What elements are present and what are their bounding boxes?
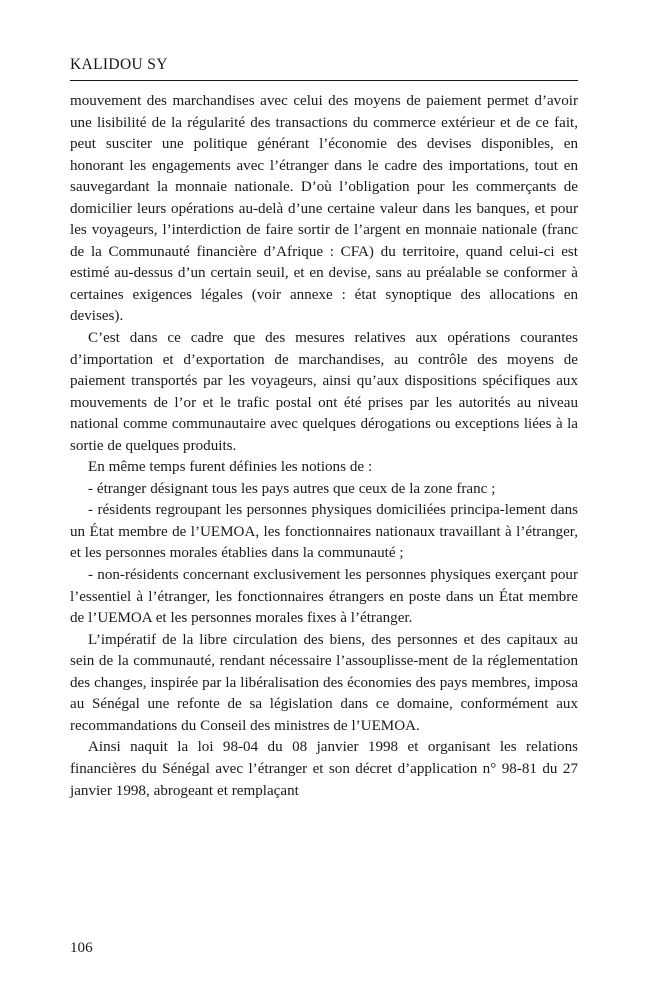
para-en-meme-temps: En même temps furent définies les notions de :: [88, 459, 373, 476]
para-cest-dans-ce-cadre: C’est dans ce cadre que des mesures relatives aux opérations courantes d’importation et d’exportation de marchandises, au contrôle des moyens de paiement transportés par les voyageurs, ainsi qu’aux dispositions spécifiques aux mouvements de l’or et le trafic postal ont été prises par les autorités au niveau national comme communautaire avec quelques dérogations ou exceptions liées à la sortie de quelques produits.: [70, 330, 578, 454]
para-list-residents: - résidents regroupant les personnes physiques domiciliées principa-lement dans un État membre de l’UEMOA, les fonctionnaires nationaux travaillant à l’étranger, et les personnes morales établies dans la communauté ;: [70, 502, 578, 562]
para-continued-mouvement: mouvement des marchandises avec celui des moyens de paiement permet d’avoir une lisibilité de la régularité des transactions du commerce extérieur et de ce fait, peut susciter une politique générant l’économie des devises disponibles, en honorant les engagements avec l’étranger dans le cadre des importations, tout en sauvegardant la monnaie nationale. D’où l’obligation pour les commerçants de domicilier leurs opérations au-delà d’une certaine valeur dans les banques, et pour les voyageurs, l’interdiction de faire sortir de l’argent en monnaie nationale (franc de la Communauté financière d’Afrique : CFA) du territoire, quand celui-ci est estimé au-dessus d’un certain seuil, et en devise, sans au préalable se conformer à certaines exigences légales (voir annexe : état synoptique des allocations en devises).: [70, 93, 578, 325]
page-number: 106: [70, 940, 93, 956]
running-header: [70, 56, 578, 74]
header-divider-rule: [70, 80, 578, 81]
para-list-non-residents: - non-résidents concernant exclusivement les personnes physiques exerçant pour l’essentiel à l’étranger, les fonctionnaires étrangers en poste dans un État membre de l’UEMOA et les personnes morales fixes à l’étranger.: [70, 567, 578, 627]
para-imperatif: L’impératif de la libre circulation des biens, des personnes et des capitaux au sein de la communauté, rendant nécessaire l’assouplisse-ment de la réglementation des changes, inspirée par la libéralisation des économies des pays membres, imposa au Sénégal une refonte de sa législation dans ce domaine, conformément aux recommandations du Conseil des ministres de l’UEMOA.: [70, 631, 578, 734]
para-list-etranger: - étranger désignant tous les pays autres que ceux de la zone franc ;: [88, 480, 496, 497]
body-text-block: [70, 91, 578, 802]
para-ainsi-naquit: Ainsi naquit la loi 98-04 du 08 janvier 1998 et organisant les relations financières du Sénégal avec l’étranger et son décret d’application n° 98-81 du 27 janvier 1998, abrogeant et remplaçant: [70, 739, 578, 799]
running-header-title: KALIDOU SY: [70, 56, 168, 73]
